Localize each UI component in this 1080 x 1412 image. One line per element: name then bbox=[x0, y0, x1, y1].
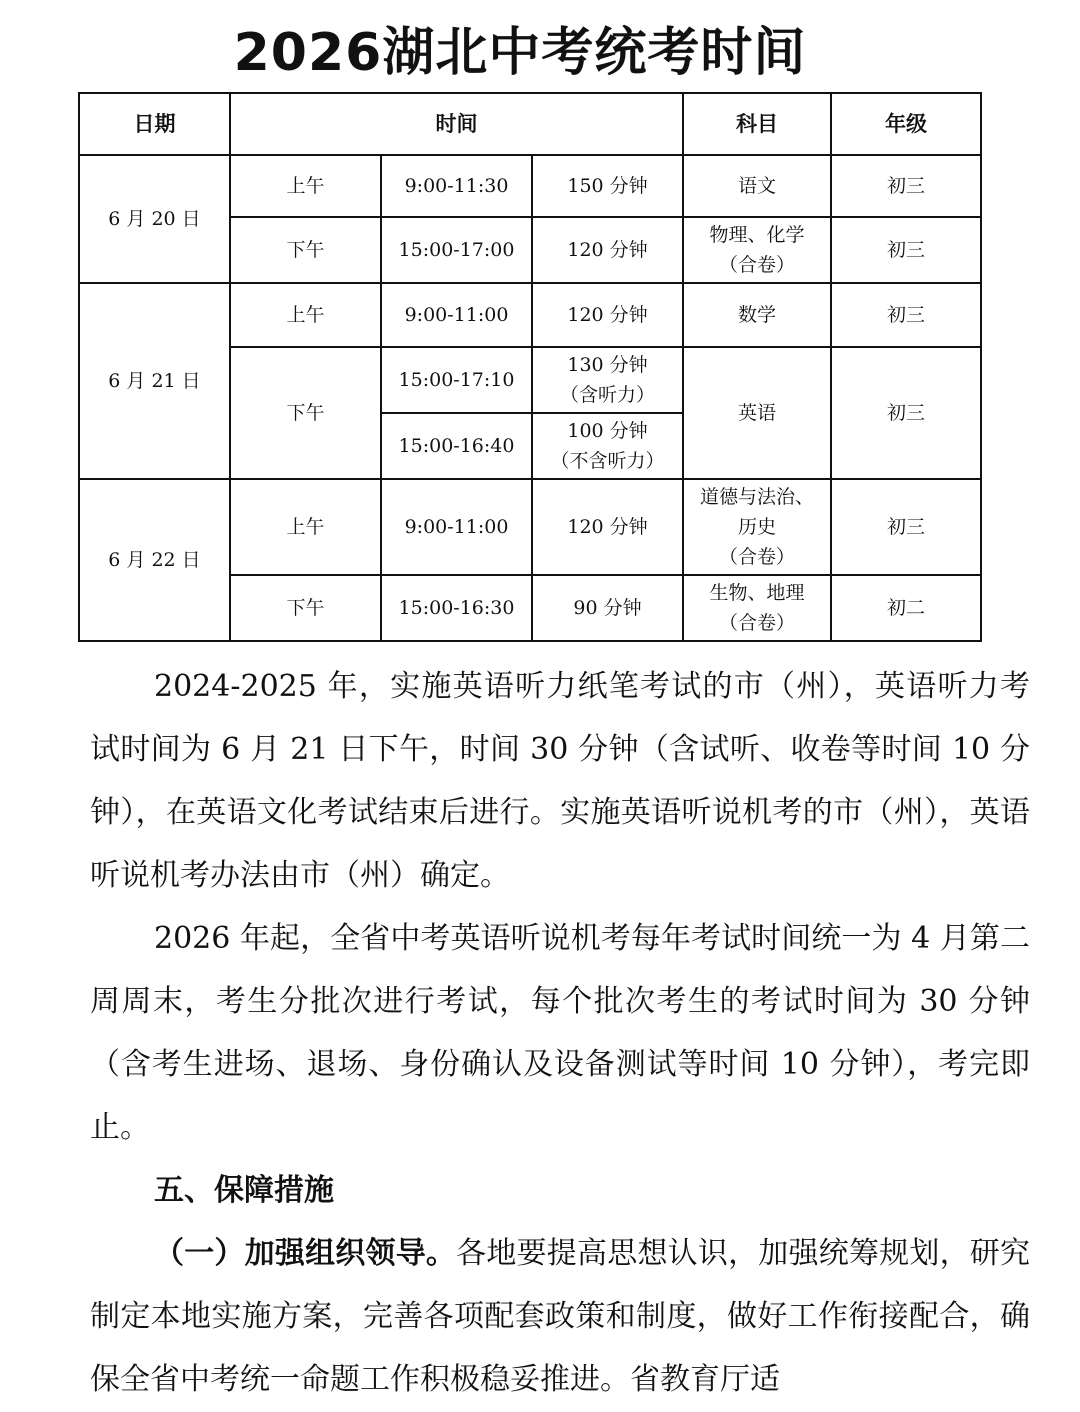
period-cell: 上午 bbox=[230, 155, 381, 217]
subject-cell bbox=[683, 217, 831, 283]
paragraph-computer-exam: 2026 年起，全省中考英语听说机考每年考试时间统一为 4 月第二周周末，考生分批次进行考试，每个批次考生的考试时间为 30 分钟（含考生进场、退场、身份确认及设备测试等时间 10 分钟），考完即止。 bbox=[90, 921, 1030, 1145]
paragraph-listening-exam: 2024-2025 年，实施英语听力纸笔考试的市（州），英语听力考试时间为 6 月 21 日下午，时间 30 分钟（含试听、收卷等时间 10 分钟），在英语文化考试结束后进行。实施英语听说机考的市（州），英语听说机考办法由市（州）确定。 bbox=[90, 669, 1030, 893]
duration-cell bbox=[532, 413, 683, 479]
period-cell: 下午 bbox=[230, 347, 381, 479]
duration-note: （不含听力） bbox=[550, 450, 665, 472]
table-row bbox=[79, 283, 981, 347]
duration-note: （含听力） bbox=[560, 384, 656, 406]
period-cell: 上午 bbox=[230, 479, 381, 575]
subject-text: 物理、化学 bbox=[709, 224, 805, 246]
section-heading-safeguards: 五、保障措施 bbox=[154, 1173, 334, 1208]
header-time: 时间 bbox=[230, 93, 683, 155]
header-subject: 科目 bbox=[683, 93, 831, 155]
duration-cell: 150 分钟 bbox=[532, 155, 683, 217]
time-cell: 9:00-11:00 bbox=[381, 283, 532, 347]
header-grade: 年级 bbox=[831, 93, 981, 155]
subject-cell: 数学 bbox=[683, 283, 831, 347]
subject-cell bbox=[683, 575, 831, 641]
header-date: 日期 bbox=[79, 93, 230, 155]
time-cell: 9:00-11:00 bbox=[381, 479, 532, 575]
subject-cell: 语文 bbox=[683, 155, 831, 217]
document-body bbox=[90, 655, 1030, 1411]
grade-cell: 初三 bbox=[831, 479, 981, 575]
period-cell: 下午 bbox=[230, 217, 381, 283]
table-header-row bbox=[79, 93, 981, 155]
grade-cell: 初三 bbox=[831, 217, 981, 283]
duration-cell: 120 分钟 bbox=[532, 217, 683, 283]
duration-text: 130 分钟 bbox=[567, 354, 648, 376]
subject-text-line2: 历史 bbox=[738, 516, 777, 538]
duration-cell: 90 分钟 bbox=[532, 575, 683, 641]
subject-cell bbox=[683, 479, 831, 575]
table-row bbox=[79, 155, 981, 217]
grade-cell: 初三 bbox=[831, 155, 981, 217]
duration-cell: 120 分钟 bbox=[532, 479, 683, 575]
duration-cell: 120 分钟 bbox=[532, 283, 683, 347]
time-cell: 9:00-11:30 bbox=[381, 155, 532, 217]
time-cell: 15:00-17:00 bbox=[381, 217, 532, 283]
subject-text: 生物、地理 bbox=[709, 582, 805, 604]
subject-text: 道德与法治、 bbox=[700, 486, 815, 508]
time-cell: 15:00-16:40 bbox=[381, 413, 532, 479]
paragraph-organization bbox=[90, 1222, 1030, 1411]
date-cell: 6 月 20 日 bbox=[79, 155, 230, 283]
subject-cell: 英语 bbox=[683, 347, 831, 479]
grade-cell: 初二 bbox=[831, 575, 981, 641]
duration-cell bbox=[532, 347, 683, 413]
subject-note: （合卷） bbox=[719, 612, 796, 634]
period-cell: 下午 bbox=[230, 575, 381, 641]
subject-note: （合卷） bbox=[719, 254, 796, 276]
date-cell: 6 月 21 日 bbox=[79, 283, 230, 479]
time-cell: 15:00-16:30 bbox=[381, 575, 532, 641]
period-cell: 上午 bbox=[230, 283, 381, 347]
duration-text: 100 分钟 bbox=[567, 420, 648, 442]
table-row bbox=[79, 479, 981, 575]
subject-note: （合卷） bbox=[719, 546, 796, 568]
page-title: 2026湖北中考统考时间 bbox=[233, 23, 807, 83]
exam-schedule-table bbox=[78, 92, 982, 642]
grade-cell: 初三 bbox=[831, 347, 981, 479]
paragraph-lead: （一）加强组织领导。 bbox=[154, 1236, 457, 1271]
paragraph-text: 各地要提高思想认识，加强统筹规划，研究制定本地实施方案，完善各项配套政策和制度，做好工作衔接配合，确保全省中考统一命题工作积极稳妥推进。省教育厅适 bbox=[90, 1236, 1031, 1397]
grade-cell: 初三 bbox=[831, 283, 981, 347]
time-cell: 15:00-17:10 bbox=[381, 347, 532, 413]
date-cell: 6 月 22 日 bbox=[79, 479, 230, 641]
